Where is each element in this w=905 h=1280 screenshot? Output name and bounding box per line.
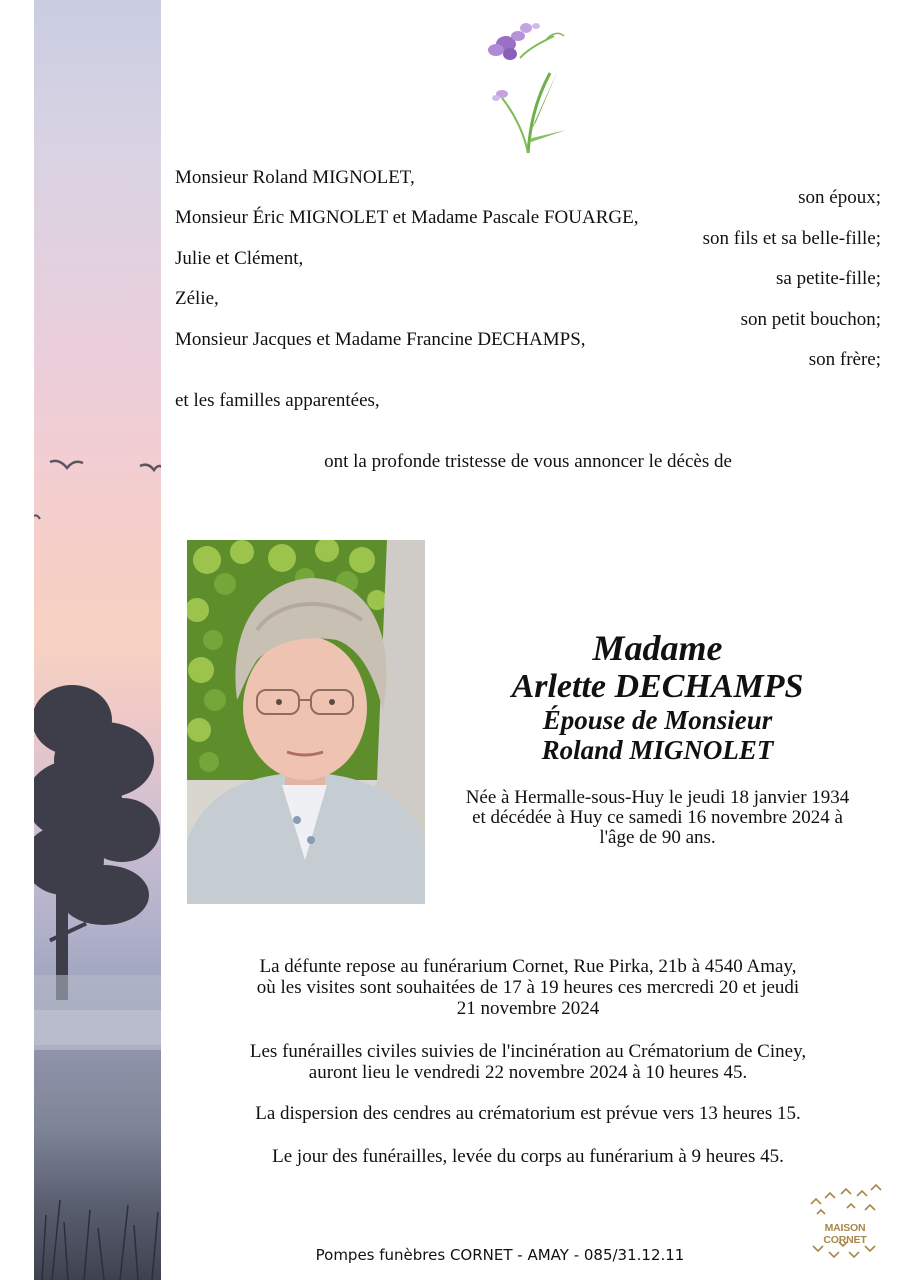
deceased-name: Arlette DECHAMPS (511, 668, 804, 705)
ash-dispersion-info: La dispersion des cendres au crématorium est prévue vers 13 heures 15. (255, 1103, 801, 1124)
bird-icon (34, 515, 40, 519)
maison-cornet-logo (803, 1180, 887, 1264)
deceased-title: Madame (592, 628, 723, 668)
funeral-info (175, 1041, 881, 1083)
repose-info (175, 956, 881, 1019)
family-member-relation: son époux; (798, 187, 881, 208)
family-member-name: Julie et Clément, (175, 248, 304, 269)
family-member-relation: son petit bouchon; (740, 309, 881, 330)
logo-text: MAISON CORNET (823, 1222, 867, 1246)
bird-icon (140, 465, 161, 470)
repose-line: où les visites sont souhaitées de 17 à 19 heures ces mercredi 20 et jeudi (256, 977, 800, 998)
bird-icon (50, 461, 83, 468)
spouse-line: Épouse de Monsieur (542, 705, 773, 735)
decorative-sunset-banner (34, 0, 161, 1280)
body-removal-info: Le jour des funérailles, levée du corps au funérarium à 9 heures 45. (272, 1146, 784, 1167)
family-member-name: Monsieur Roland MIGNOLET, (175, 167, 415, 188)
grass-silhouette (42, 1200, 158, 1280)
deceased-portrait-photo (187, 540, 425, 904)
announcement-line: ont la profonde tristesse de vous annoncer le décès de (324, 451, 732, 472)
tree-silhouette (34, 685, 160, 1000)
birth-death-line: Née à Hermalle-sous-Huy le jeudi 18 janvier 1934 (465, 787, 850, 808)
family-member-relation: son frère; (808, 349, 881, 370)
repose-line: La défunte repose au funérarium Cornet, Rue Pirka, 21b à 4540 Amay, (259, 956, 797, 977)
freesia-flower-icon (484, 18, 570, 156)
birth-death-line: l'âge de 90 ans. (599, 827, 716, 848)
family-member-name: Monsieur Éric MIGNOLET et Madame Pascale FOUARGE, (175, 207, 639, 228)
banner-landscape-illustration (34, 0, 161, 1280)
birth-death-info (430, 788, 885, 848)
funeral-line: auront lieu le vendredi 22 novembre 2024 à 10 heures 45. (308, 1062, 748, 1083)
funeral-home-contact: Pompes funèbres CORNET - AMAY - 085/31.12.11 (315, 1246, 685, 1264)
spouse-name: Roland MIGNOLET (541, 735, 774, 765)
family-member-name: Monsieur Jacques et Madame Francine DECHAMPS, (175, 329, 586, 350)
repose-line: 21 novembre 2024 (456, 998, 600, 1019)
funeral-line: Les funérailles civiles suivies de l'incinération au Crématorium de Ciney, (249, 1041, 807, 1062)
birth-death-line: et décédée à Huy ce samedi 16 novembre 2024 à (472, 807, 843, 828)
family-member-relation: sa petite-fille; (776, 268, 881, 289)
family-member-name: Zélie, (175, 288, 219, 309)
related-families-line: et les familles apparentées, (175, 390, 380, 411)
family-member-relation: son fils et sa belle-fille; (702, 228, 881, 249)
